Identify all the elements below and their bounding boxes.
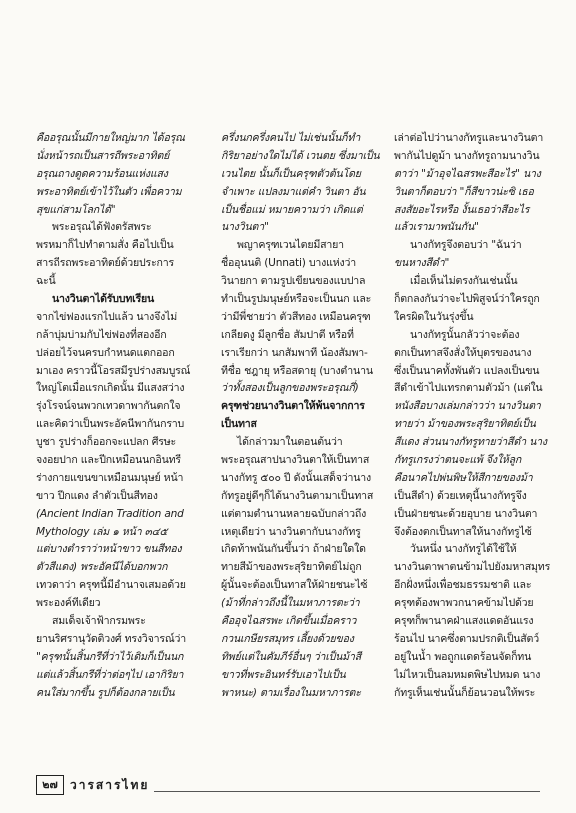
text-line: มาเอง คราวนี้โอรสมีรูปร่างสมบูรณ์ — [36, 364, 191, 377]
text-line: (ม้าที่กล่าวถึงนี้ในมหาภารตะว่า — [221, 597, 360, 610]
text-line: คืออุจไฉสรพะ เกิดขึ้นเมื่อคราว — [221, 615, 357, 628]
text-line: รุ่งโรจน์จนพวกเทวดาพากันตกใจ — [36, 400, 181, 413]
text-column-right — [394, 130, 556, 703]
magazine-title: วารสารไทย — [70, 778, 150, 792]
text-line: ครุฑก็พานาคฝ่าแสงแดดอันแรง — [394, 615, 534, 628]
text-line: เล่าต่อไปว่านางกัทรูและนางวินตา — [394, 132, 544, 144]
text-line: ขาวที่พระอินทร์รับเอาไปเป็น — [221, 668, 346, 681]
text-line: ครึ่งนกครึ่งคนไป ไม่เช่นนั้นก็ทำ — [221, 132, 361, 144]
text-line: เป็นฝ่ายชนะด้วยอุบาย นางวินตา — [394, 507, 538, 520]
text-line: ทายว่า ม้าของพระสุริยาทิตย์เป็น — [394, 418, 536, 431]
text-line: แล้วเรามาพนันกัน" — [394, 221, 479, 234]
text-line: เมื่อเห็นไม่ตรงกันเช่นนั้น — [410, 275, 518, 288]
text-line: ฉะนี้ — [36, 275, 56, 288]
text-line: พากันไปดูม้า นางกัทรูถามนางวิน — [394, 149, 540, 162]
text-line: พรหมาก็ไปทำตามสั่ง คือไปเป็น — [36, 239, 174, 252]
text-line: แต่ตามตำนานหลายฉบับกล่าวถึง — [221, 507, 367, 520]
text-line: ตัวสีแดง) พระอัคนีได้บอกพวก — [36, 561, 168, 574]
text-line: ก็ตกลงกันว่าจะไปพิสูจน์ว่าใครถูก — [394, 293, 540, 306]
text-line: ปล่อยไว้จนครบกำหนดแตกออก — [36, 346, 175, 359]
text-line: จากไข่ฟองแรกไปแล้ว นางจึงไม่ — [36, 310, 178, 323]
text-line: จงอยปาก และปีกเหมือนนกอินทรี — [36, 454, 181, 467]
text-line: ร้อนไป นาคซึ่งตามปรกติเป็นสัตว์ — [394, 632, 539, 645]
text-line: เราเรียกว่า นกสัมพาที น้องสัมพา- — [221, 346, 368, 359]
text-line: ตกเป็นทาสจึงสั่งให้บุตรของนาง — [394, 346, 532, 359]
text-line: คนใส่มากขึ้น รูปก็ต้องกลายเป็น — [36, 686, 175, 699]
text-line: นางวินตา" — [221, 221, 269, 234]
text-line: แต่บางตำราว่าหน้าขาว ขนสีทอง — [36, 543, 182, 556]
text-line: เป็นสีดำ) ด้วยเหตุนี้นางกัทรูจึง — [394, 489, 527, 502]
text-line: ไม่ไหวเป็นลมหมดพิษไปหมด นาง — [394, 668, 541, 681]
text-line: และคิดว่าเป็นพระอัคนีพากันกราบ — [36, 418, 185, 431]
text-line: จึงต้องตกเป็นทาสให้นางกัทรูไซ้ — [394, 525, 532, 538]
text-line: สีดำเข้าไปแทรกตามตัวม้า (แต่ใน — [394, 382, 543, 395]
text-line: เวนไตย นั้นก็เป็นครุฑตัวต้นโดย — [221, 167, 361, 180]
text-line: ร่างกายแขนขาเหมือนมนุษย์ หน้า — [36, 471, 184, 484]
text-line: เป็นชื่อแม่ หมายความว่า เกิดแต่ — [221, 203, 363, 216]
text-line: ขาว ปีกแดง ลำตัวเป็นสีทอง — [36, 489, 158, 502]
text-line: พระองค์ทีเดียว — [36, 597, 101, 610]
text-line: สีแดง ส่วนนางกัทรูทายว่าสีดำ นาง — [394, 436, 547, 449]
text-line: กวนเกษียรสมุทร เลี้ยงด้วยของ — [221, 632, 354, 645]
text-line: ว่าทั้งสองเป็นลูกของพระอรุณกี่) — [221, 382, 359, 395]
text-line: สมเด็จเจ้าฟ้ากรมพระ — [52, 615, 146, 628]
text-line: อรุณถางดูดความร้อนแห่งแสง — [36, 167, 168, 180]
text-line: พระอาทิตย์เข้าไว้ในตัว เพื่อความ — [36, 185, 182, 198]
text-line: หนังสือบางเล่มกล่าวว่า นางวินตา — [394, 400, 541, 413]
text-line: เกลียดงู มีลูกชื่อ สัมปาตี หรือที่ — [221, 328, 354, 341]
text-line: ทีชื่อ ชฎายุ หรือสดายุ (บางตำนาน — [221, 364, 373, 377]
text-line: ได้กล่าวมาในตอนต้นว่า — [237, 436, 343, 449]
text-line: (Ancient Indian Tradition and — [36, 507, 184, 520]
text-line: นางวินตาพาตนข้ามไปยังมหาสมุทร — [394, 561, 551, 574]
text-line: ชื่ออุนนติ (Unnati) บางแห่งว่า — [221, 257, 356, 270]
text-line: เกิดท้าพนันกันขึ้นว่า ถ้าฝ่ายใดใด — [221, 543, 366, 556]
text-line: ใครผิดในวันรุ่งขึ้น — [394, 310, 474, 323]
text-line: ยานริศรานุวัดติวงศ์ ทรงวิจารณ์ว่า — [36, 632, 186, 645]
text-line: ทำเป็นรูปมนุษย์หรือจะเป็นนก และ — [221, 293, 372, 306]
text-line: อีกฝั่งหนึ่งเพื่อชมธรรมชาติ และ — [394, 579, 532, 592]
text-line: ครุฑต้องพาพวกนาคข้ามไปด้วย — [394, 597, 534, 610]
text-line: พญาครุฑเวนไตยมีสายา — [237, 239, 344, 252]
text-line: เป็นทาส — [221, 418, 257, 431]
text-line: ตาว่า "ม้าอุจไฉสรพะสีอะไร" นาง — [394, 167, 541, 180]
text-line: ขนหางสีดำ" — [394, 257, 450, 270]
text-line: คืออรุณนั้นมีกายใหญ่มาก ได้อรุณ — [36, 132, 185, 144]
page-number: ๒๗ — [36, 775, 64, 795]
text-line: กัทรูอยู่ดีๆก็ได้นางวินตามาเป็นทาส — [221, 489, 374, 502]
text-line: กล้าบุ่มบ่ามกับไข่ฟองที่สองอีก — [36, 328, 167, 341]
text-line: กัทรูเกรงว่าตนจะแพ้ จึงให้ลูก — [394, 454, 522, 467]
text-line: สงสัยอะไรหรือ งั้นเธอว่าสีอะไร — [394, 203, 530, 216]
text-line: สุขแก่สามโลกได้" — [36, 203, 116, 216]
text-line: นางกัทรูจึงตอบว่า "ฉันว่า — [410, 239, 522, 252]
text-line: เทวดาว่า ครุฑนี้มีอำนาจเสมอด้วย — [36, 579, 186, 592]
text-column-middle — [221, 130, 384, 703]
text-line: Mythology เล่ม ๑ หน้า ๓๔๕ — [36, 525, 168, 538]
text-line: พระอรุณได้ฟังตรัสพระ — [52, 221, 152, 234]
text-line: เหตุเดียว่า นางวินตากับนางกัทรู — [221, 525, 361, 538]
text-line: บูชา รูปร่างก็ออกจะแปลก ศีรษะ — [36, 436, 177, 449]
text-line: พระอรุณสาปนางวินตาให้เป็นทาส — [221, 454, 370, 467]
text-line: วันหนึ่ง นางกัทรูได้ใช้ให้ — [410, 543, 517, 556]
text-line: ผู้นั้นจะต้องเป็นทาสให้ฝ่ายชนะไซ้ — [221, 579, 368, 592]
text-line: สารถีรถพระอาทิตย์ด้วยประการ — [36, 257, 174, 270]
text-line: จำเพาะ แปลงมาแต่คำ วินตา อัน — [221, 185, 366, 198]
text-line: ซึ่งเป็นนาคทั้งพันตัว แปลงเป็นขน — [394, 364, 540, 377]
text-line: ใหญ่โตเมื่อแรกเกิดนั้น มีแสงสว่าง — [36, 382, 185, 395]
page-footer — [36, 775, 540, 799]
text-line: นั่งหน้ารถเป็นสารถีพระอาทิตย์ — [36, 149, 170, 162]
text-line: กัทรูเห็นเช่นนั้นก็ย้อนวอนให้พระ — [394, 686, 536, 699]
text-line: ครุฑช่วยนางวินตาให้พ้นจากการ — [221, 400, 365, 413]
footer-divider — [154, 791, 540, 792]
text-line: ทิพย์แต่ในคัมภีร์อื่นๆ ว่าเป็นม้าสี — [221, 650, 361, 663]
text-line: นางวินตาได้รับบทเรียน — [52, 293, 155, 306]
text-line: อยู่ในน้ำ พอถูกแดดร้อนจัดก็ทน — [394, 650, 532, 663]
text-line: คือนาคไปพ่นพิษให้สีกายของม้า — [394, 471, 533, 484]
text-line: วินายกา ตามรูปเขียนของแบปาล — [221, 275, 366, 288]
text-line: ว่ามีพี่ชายว่า ตัวสีทอง เหมือนครุฑ — [221, 310, 371, 323]
text-line: กิริยาอย่างใดไม่ได้ เวนตย ซึ่งมาเป็น — [221, 149, 380, 162]
text-column-left — [36, 130, 210, 703]
text-line: นางกัทรูนั้นกลัวว่าจะต้อง — [410, 328, 520, 341]
text-line: "ครุฑนั้นสิ้นกรีที่ว่าไว้เดิมก็เป็นนก — [36, 650, 184, 663]
text-line: นางกัทรู ๕๐๐ ปี ดังนั้นเสด็จว่านาง — [221, 471, 371, 484]
text-line: แต่แล้วสิ้นกรีที่ว่าต่อๆไป เอากิริยา — [36, 668, 184, 681]
text-line: ทายสีม้าของพระสุริยาทิตย์ไม่ถูก — [221, 561, 362, 574]
text-line: พาหนะ) ตามเรื่องในมหาภารตะ — [221, 686, 361, 699]
text-line: วินตาก็ตอบว่า "ก็สีขาวน่ะซิ เธอ — [394, 185, 534, 198]
